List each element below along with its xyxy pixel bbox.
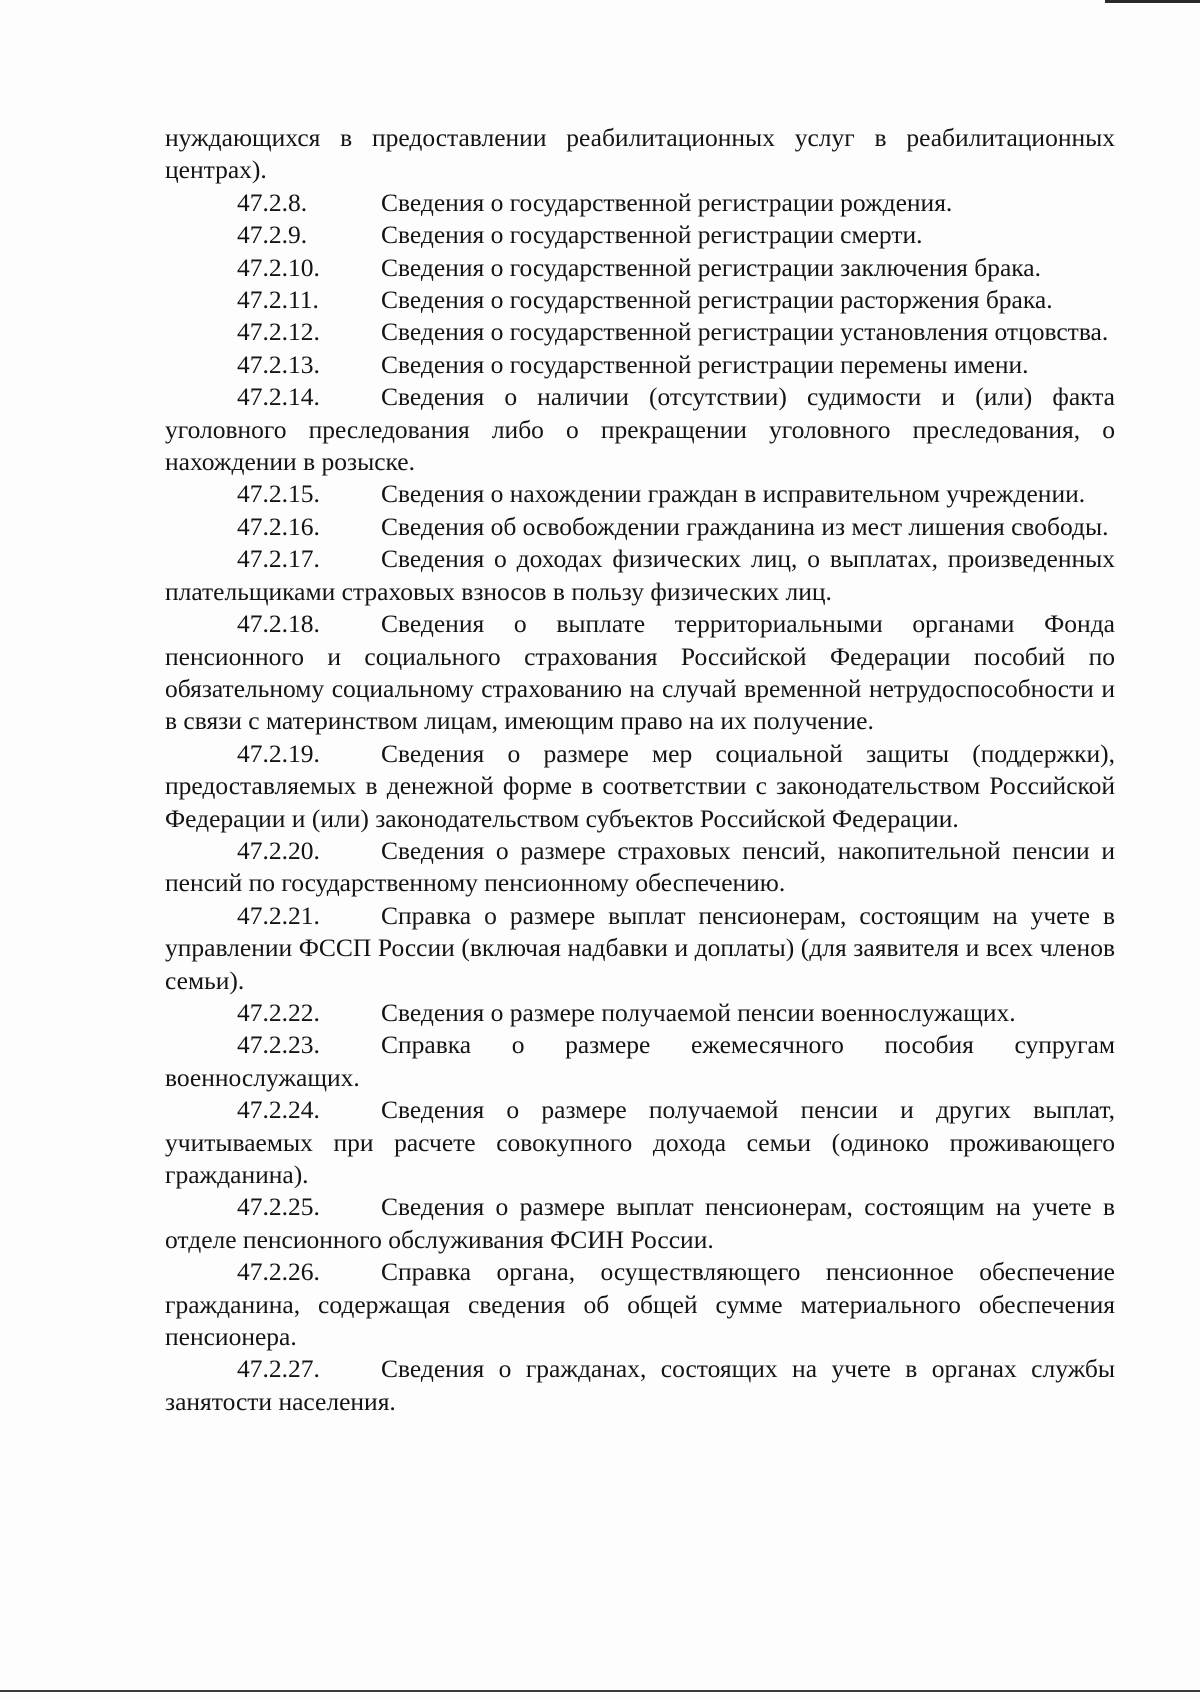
item-text: Сведения о размере страховых пенсий, накопительной пенсии и пенсий по государственному пенсионному обеспечению. [165, 835, 1115, 898]
item-number: 47.2.24. [237, 1095, 320, 1125]
item-number: 47.2.25. [237, 1192, 320, 1222]
item-number: 47.2.20. [237, 835, 320, 865]
item-number: 47.2.26. [237, 1257, 320, 1287]
item-text: Сведения об освобождении гражданина из мест лишения свободы. [381, 511, 1109, 541]
list-item [165, 997, 1115, 1029]
list-item [165, 900, 1115, 997]
list-item [165, 187, 1115, 219]
item-number: 47.2.10. [237, 252, 320, 282]
item-number: 47.2.18. [237, 609, 320, 639]
intro-paragraph: нуждающихся в предоставлении реабилитационных услуг в реабилитационных центрах). [165, 123, 1115, 185]
item-number: 47.2.22. [237, 997, 320, 1027]
item-text: Сведения о государственной регистрации рождения. [381, 187, 953, 217]
item-text: Справка о размере выплат пенсионерам, состоящим на учете в управлении ФССП России (включая надбавки и доплаты) (для заявителя и всех членов семьи). [165, 900, 1115, 995]
list-item [165, 349, 1115, 381]
item-number: 47.2.19. [237, 738, 320, 768]
list-item [165, 1353, 1115, 1418]
item-text: Сведения о размере получаемой пенсии и других выплат, учитываемых при расчете совокупного дохода семьи (одиноко проживающего гражданина). [165, 1095, 1115, 1189]
item-text: Сведения о наличии (отсутствии) судимости и (или) факта уголовного преследования либо о прекращении уголовного преследования, о нахождении в розыске. [165, 382, 1115, 477]
item-number: 47.2.23. [237, 1030, 320, 1060]
list-item [165, 1191, 1115, 1256]
item-number: 47.2.27. [237, 1354, 320, 1384]
item-text: Сведения о государственной регистрации расторжения брака. [381, 285, 1053, 315]
item-text: Сведения о государственной регистрации перемены имени. [381, 349, 1029, 379]
item-text: Справка органа, осуществляющего пенсионное обеспечение гражданина, содержащая сведения об общей сумме материального обеспечения пенсионера. [165, 1257, 1115, 1352]
item-text: Сведения о выплате территориальными органами Фонда пенсионного и социального страхования Российской Федерации пособий по обязательному социальному страхованию на случай временной нетрудоспособности и в связи с материнством лицам, имеющим право на их получение. [165, 609, 1115, 736]
list-item [165, 478, 1115, 510]
item-text: Сведения о государственной регистрации установления отцовства. [381, 317, 1109, 347]
list-item [165, 511, 1115, 543]
item-text: Сведения о гражданах, состоящих на учете в органах службы занятости населения. [165, 1354, 1115, 1416]
item-number: 47.2.17. [237, 544, 320, 574]
item-text: Справка о размере ежемесячного пособия супругам военнослужащих. [165, 1030, 1115, 1092]
list-item [165, 1029, 1115, 1094]
item-text: Сведения о государственной регистрации заключения брака. [381, 252, 1041, 282]
item-text: Сведения о размере мер социальной защиты (поддержки), предоставляемых в денежной форме в соответствии с законодательством Российской Федерации и (или) законодательством субъектов Российской Федерации. [165, 738, 1115, 833]
list-item [165, 543, 1115, 608]
list-item [165, 284, 1115, 316]
list-item [165, 1256, 1115, 1353]
item-number: 47.2.14. [237, 382, 320, 412]
item-number: 47.2.13. [237, 349, 320, 379]
scan-edge-mark-bottom [0, 1690, 1200, 1692]
list-item [165, 738, 1115, 835]
document-body [165, 122, 1115, 1418]
item-number: 47.2.21. [237, 900, 320, 930]
item-number: 47.2.12. [237, 317, 320, 347]
item-text: Сведения о доходах физических лиц, о выплатах, произведенных плательщиками страховых взносов в пользу физических лиц. [165, 544, 1115, 606]
scan-edge-mark-top [1105, 0, 1200, 3]
list-item [165, 1094, 1115, 1191]
list-item [165, 381, 1115, 478]
item-number: 47.2.11. [237, 285, 319, 315]
list-item [165, 835, 1115, 900]
list-item [165, 252, 1115, 284]
list-item [165, 219, 1115, 251]
item-number: 47.2.8. [237, 187, 308, 217]
item-text: Сведения о размере выплат пенсионерам, состоящим на учете в отделе пенсионного обслуживания ФСИН России. [165, 1192, 1115, 1254]
list-item [165, 608, 1115, 738]
item-number: 47.2.16. [237, 511, 320, 541]
item-text: Сведения о государственной регистрации смерти. [381, 220, 923, 250]
item-text: Сведения о нахождении граждан в исправительном учреждении. [381, 479, 1086, 509]
list-item [165, 316, 1115, 348]
item-text: Сведения о размере получаемой пенсии военнослужащих. [381, 997, 1016, 1027]
item-number: 47.2.9. [237, 220, 308, 250]
item-number: 47.2.15. [237, 479, 320, 509]
